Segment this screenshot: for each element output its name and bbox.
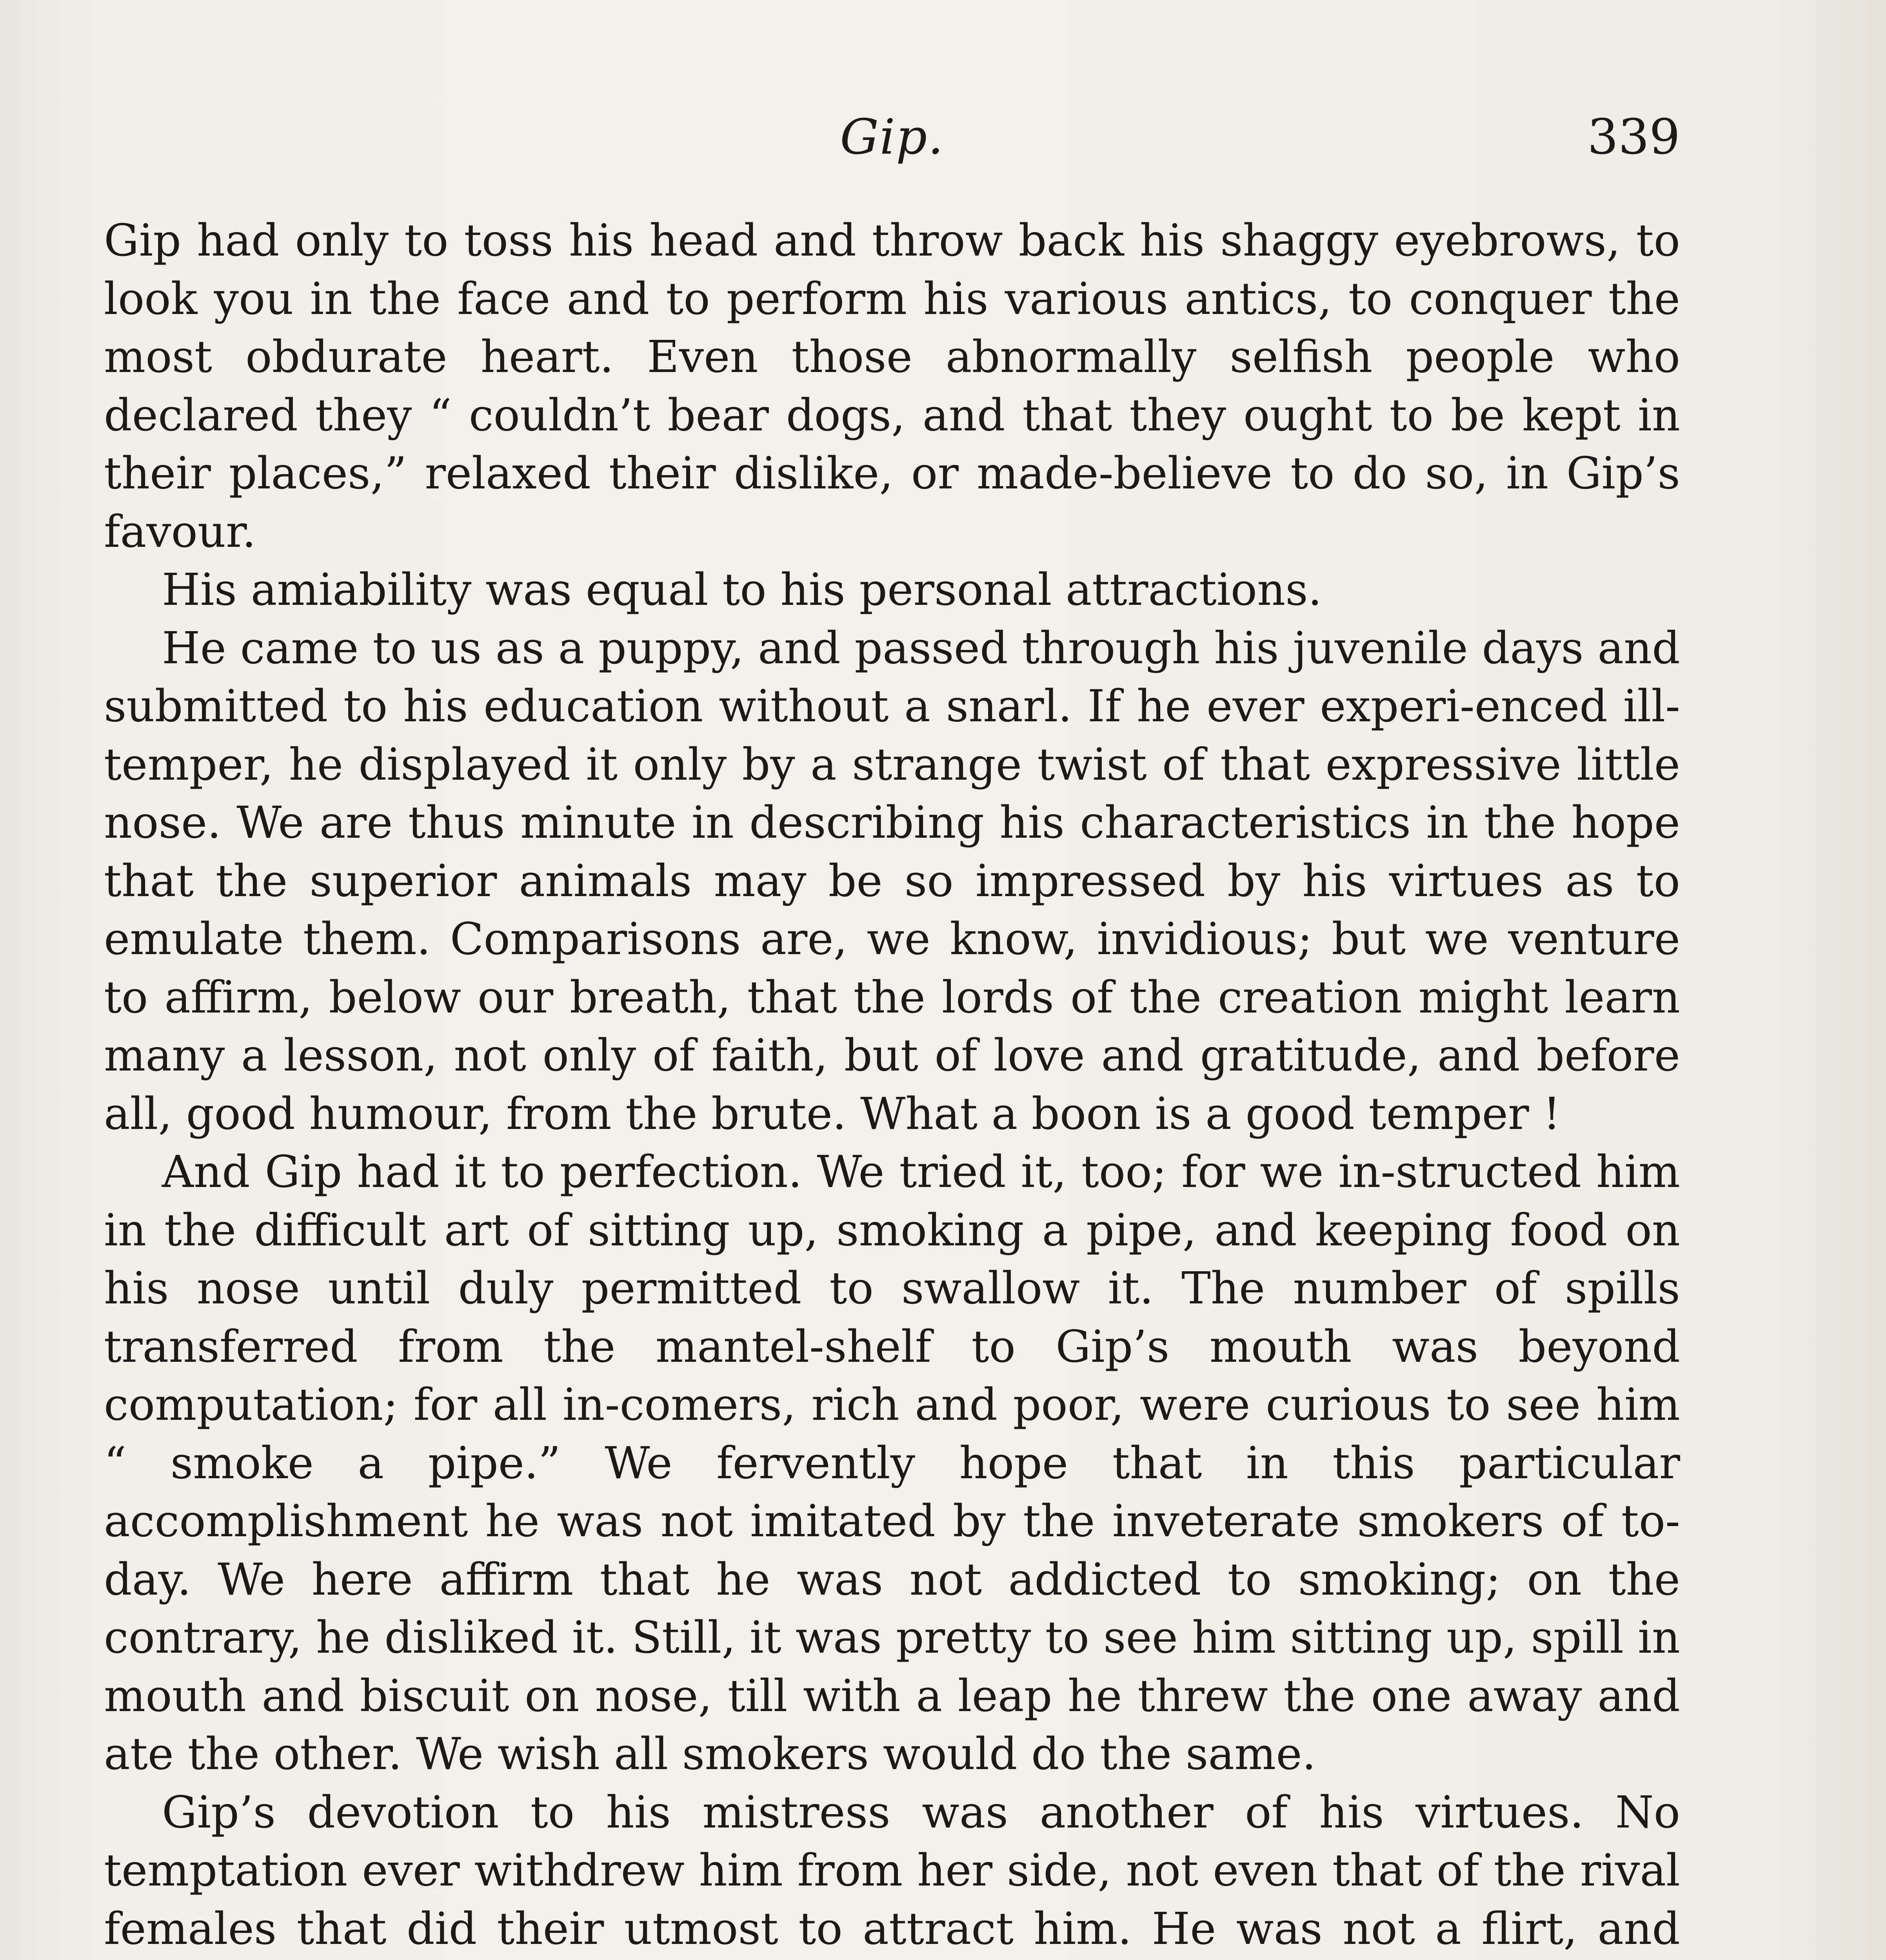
running-title: Gip. (840, 109, 944, 165)
paragraph: His amiability was equal to his personal attractions. (162, 564, 1322, 615)
paragraph: Gip had only to toss his head and throw back his shaggy eyebrows, to look you in the face and to perform his various antics, to conquer the most obdurate heart. Even those abnormally selfish people who declared they “ couldn’t bear dogs, and that they ought to be kept in their places,” relaxed their dislike, or made-believe to do so, in Gip’s favour. (104, 215, 1680, 557)
body-text (104, 212, 1680, 1960)
page-header (104, 98, 1680, 176)
paragraph: And Gip had it to perfection. We tried it, too; for we in-structed him in the difficult art of sitting up, smoking a pipe, and keeping food on his nose until duly permitted to swallow it. The number of spills transferred from the mantel-shelf to Gip’s mouth was beyond computation; for all in-comers, rich and poor, were curious to see him “ smoke a pipe.” We fervently hope that in this particular accomplishment he was not imitated by the inveterate smokers of to-day. We here affirm that he was not addicted to smoking; on the contrary, he disliked it. Still, it was pretty to see him sitting up, spill in mouth and biscuit on nose, till with a leap he threw the one away and ate the other. We wish all smokers would do the same. (104, 1147, 1680, 1780)
paragraph: Gip’s devotion to his mistress was another of his virtues. No temptation ever withdrew him from her side, not even that of the rival females that did their utmost to attract him. He was not a flirt, and (104, 1787, 1680, 1955)
paragraph: He came to us as a puppy, and passed through his juvenile days and submitted to his education without a snarl. If he ever experi-enced ill-temper, he displayed it only by a strange twist of that expressive little nose. We are thus minute in describing his characteristics in the hope that the superior animals may be so impressed by his virtues as to emulate them. Comparisons are, we know, invidious; but we venture to affirm, below our breath, that the lords of the creation might learn many a lesson, not only of faith, but of love and gratitude, and before all, good humour, from the brute. What a boon is a good temper ! (104, 622, 1680, 1140)
page-number: 339 (1587, 109, 1680, 165)
